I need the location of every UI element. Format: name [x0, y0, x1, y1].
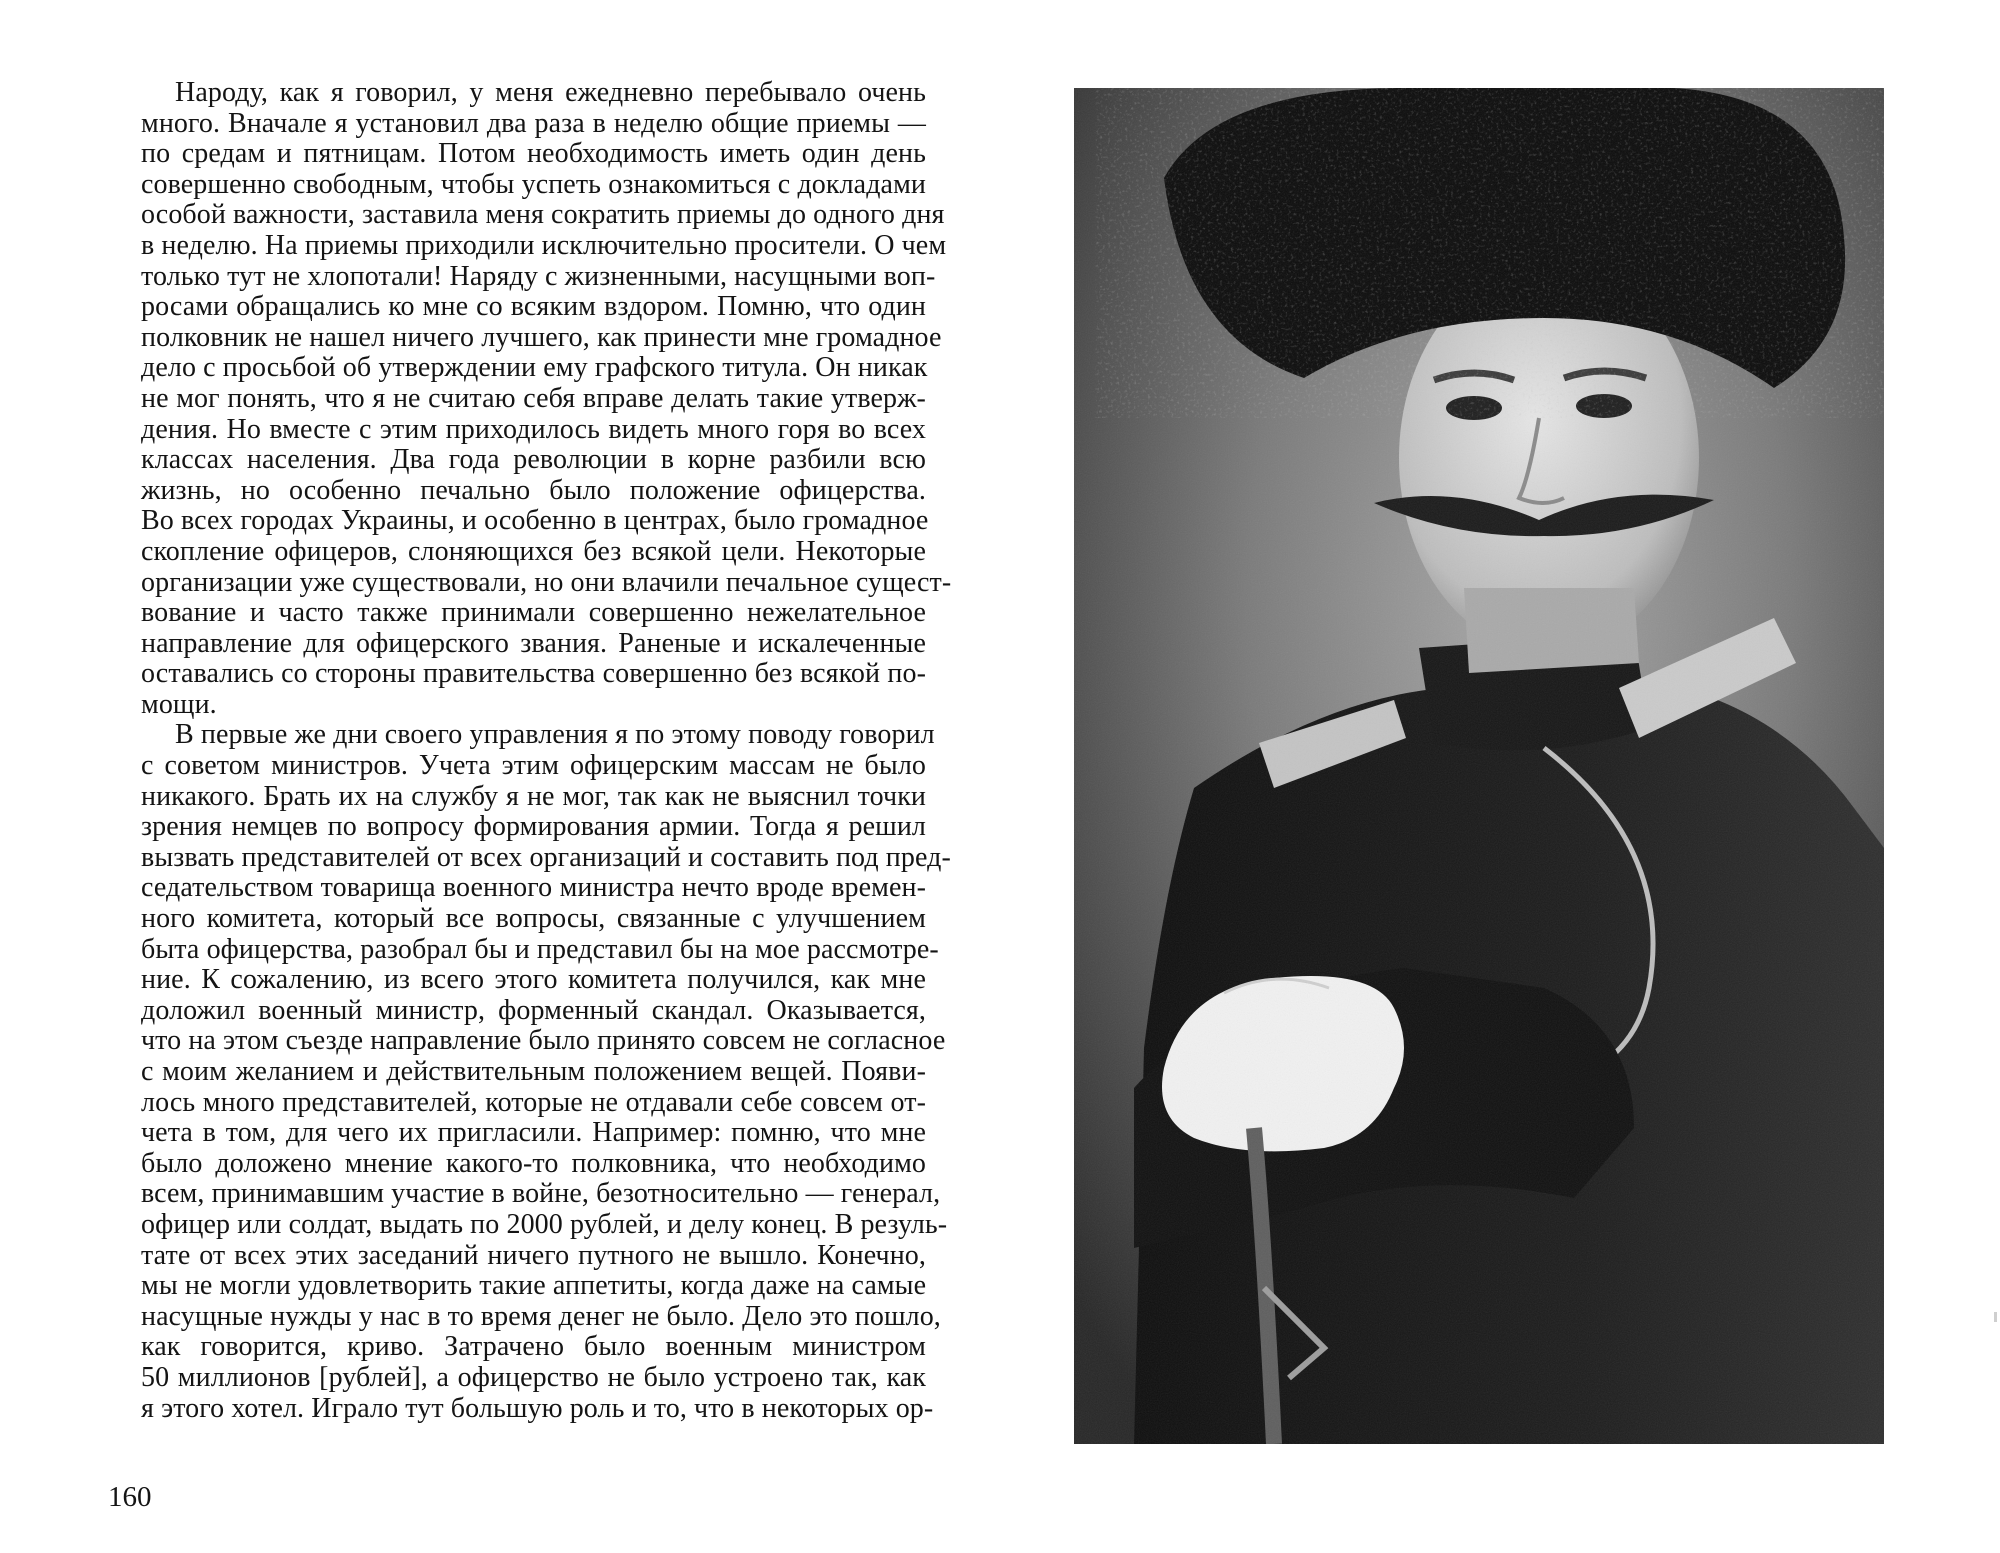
text-line: оставались со стороны правительства совершенно без всякой по-	[141, 658, 926, 690]
text-line: организации уже существовали, но они влачили печальное сущест-	[141, 566, 952, 598]
text-line: всем, принимавшим участие в войне, безотносительно — генерал,	[141, 1178, 941, 1210]
text-line: в неделю. На приемы приходили исключительно просители. О чем	[141, 229, 947, 261]
text-line: быта офицерства, разобрал бы и представил бы на мое рассмотре-	[141, 933, 939, 965]
text-line: совершенно свободным, чтобы успеть ознакомиться с докладами	[141, 168, 926, 200]
text-line: офицер или солдат, выдать по 2000 рублей, и делу конец. В резуль-	[141, 1208, 948, 1240]
text-line: было доложено мнение какого-то полковника, что необходимо	[141, 1147, 926, 1179]
text-line: доложил военный министр, форменный скандал. Оказывается,	[141, 994, 926, 1026]
text-line: как говорится, криво. Затрачено было военным министром	[141, 1331, 926, 1363]
text-line: 50 миллионов [рублей], а офицерство не было устроено так, как	[141, 1361, 926, 1393]
portrait-illustration	[1074, 88, 1884, 1444]
text-line: с моим желанием и действительным положением вещей. Появи-	[141, 1056, 926, 1087]
text-line: что на этом съезде направление было принято совсем не согласное	[141, 1025, 946, 1057]
text-line: дело с просьбой об утверждении ему графского титула. Он никак	[141, 352, 928, 384]
text-line: с советом министров. Учета этим офицерским массам не было	[141, 750, 926, 782]
text-line: вование и часто также принимали совершенно нежелательное	[141, 597, 926, 629]
text-line: по средам и пятницам. Потом необходимость иметь один день	[141, 138, 926, 170]
paragraph	[108, 77, 952, 720]
text-line: зрения немцев по вопросу формирования армии. Тогда я решил	[141, 811, 926, 843]
text-line: дения. Но вместе с этим приходилось видеть много горя во всех	[141, 413, 926, 445]
text-line: особой важности, заставила меня сократить приемы до одного дня	[141, 199, 945, 231]
text-line: вызвать представителей от всех организаций и составить под пред-	[141, 841, 951, 873]
portrait-photo	[1074, 88, 1884, 1444]
photo-grain	[1074, 88, 1884, 1444]
text-line: никакого. Брать их на службу я не мог, так как не выяснил точки	[141, 780, 926, 812]
text-line: классах населения. Два года революции в корне разбили всю	[141, 444, 926, 476]
text-line: скопление офицеров, слоняющихся без всякой цели. Некоторые	[141, 535, 926, 567]
text-column	[108, 77, 952, 1424]
text-line: полковник не нашел ничего лучшего, как принести мне громадное	[141, 321, 942, 353]
text-line: мы не могли удовлетворить такие аппетиты, когда даже на самые	[141, 1270, 927, 1302]
text-line: насущные нужды у нас в то время денег не было. Дело это пошло,	[141, 1300, 941, 1332]
text-line: много. Вначале я установил два раза в неделю общие приемы —	[141, 107, 926, 139]
text-line: мощи.	[141, 688, 217, 720]
page-number: 160	[108, 1481, 152, 1513]
text-line: ного комитета, который все вопросы, связанные с улучшением	[141, 903, 926, 935]
text-line: я этого хотел. Играло тут большую роль и то, что в некоторых ор-	[141, 1392, 934, 1424]
text-line: Народу, как я говорил, у меня ежедневно перебывало очень	[175, 77, 926, 108]
page-edge-mark	[1994, 1312, 1997, 1322]
text-line: направление для офицерского звания. Раненые и искалеченные	[141, 627, 926, 659]
text-line: росами обращались ко мне со всяким вздором. Помню, что один	[141, 291, 926, 323]
text-line: не мог понять, что я не считаю себя вправе делать такие утверж-	[141, 382, 926, 414]
paragraph	[108, 719, 951, 1424]
text-line: Во всех городах Украины, и особенно в центрах, было громадное	[141, 505, 929, 537]
text-line: чета в том, для чего их пригласили. Например: помню, что мне	[141, 1117, 926, 1149]
text-line: только тут не хлопотали! Наряду с жизненными, насущными воп-	[141, 260, 936, 292]
text-line: В первые же дни своего управления я по этому поводу говорил	[175, 719, 935, 751]
text-line: тате от всех этих заседаний ничего путного не вышло. Конечно,	[141, 1239, 926, 1271]
body-text	[108, 77, 952, 1424]
text-line: жизнь, но особенно печально было положение офицерства.	[141, 474, 926, 506]
text-line: ние. К сожалению, из всего этого комитета получился, как мне	[141, 964, 926, 996]
text-line: лось много представителей, которые не отдавали себе совсем от-	[141, 1086, 926, 1118]
text-line: седательством товарища военного министра нечто вроде времен-	[141, 872, 926, 904]
